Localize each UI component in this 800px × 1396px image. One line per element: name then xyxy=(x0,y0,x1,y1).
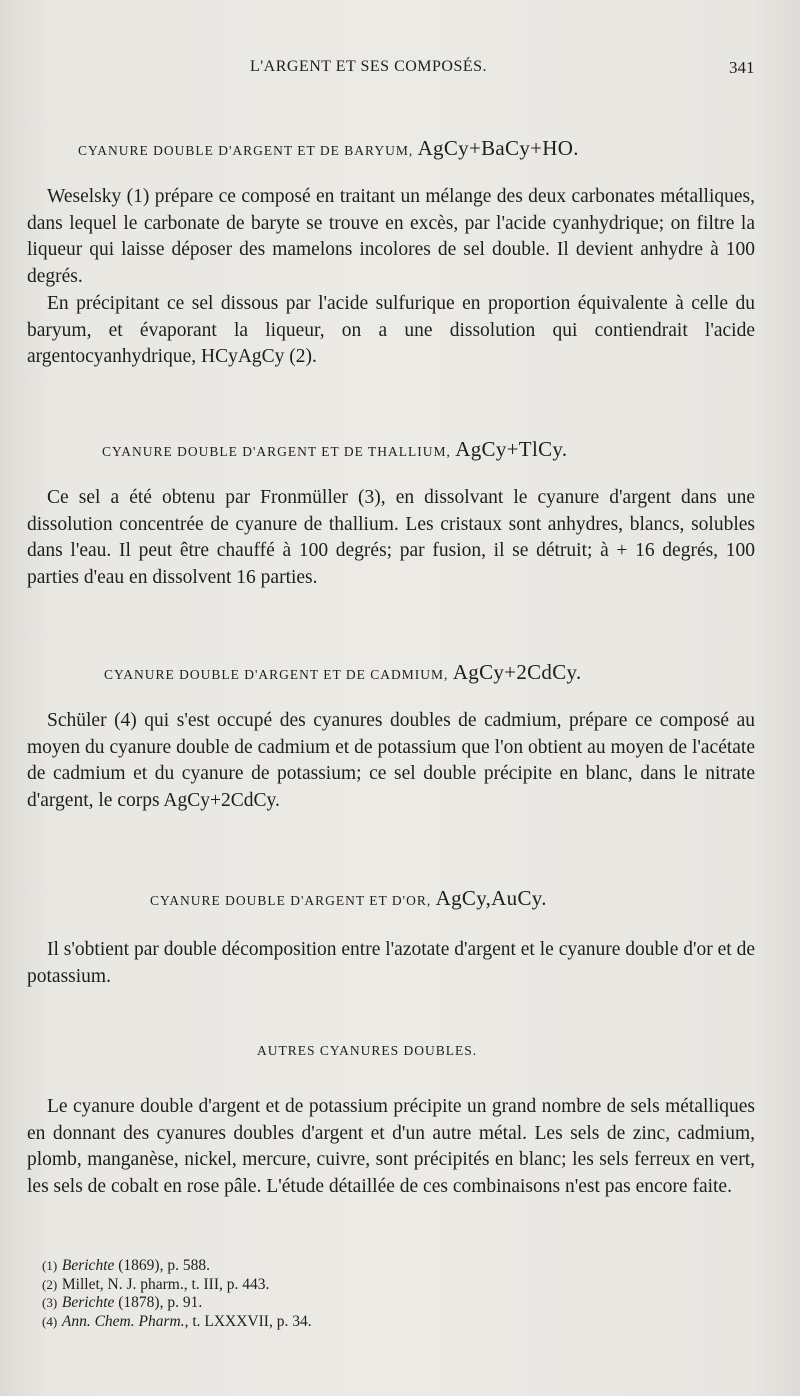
section-formula: AgCy+2CdCy. xyxy=(452,660,582,684)
section-heading-or xyxy=(150,886,547,911)
footnote-number: (4) xyxy=(42,1313,58,1329)
section-heading-baryum xyxy=(78,136,579,161)
section-heading-autres xyxy=(257,1043,477,1059)
section-heading-text: AUTRES CYANURES DOUBLES. xyxy=(257,1043,478,1058)
page-header xyxy=(0,58,800,86)
section-heading-text: CYANURE DOUBLE D'ARGENT ET DE BARYUM, xyxy=(78,143,414,158)
footnote-number: (1) xyxy=(42,1258,58,1273)
footnote-4 xyxy=(42,1313,642,1332)
paragraph-baryum-preparation: Weselsky (1) prépare ce composé en traitant un mélange des deux carbonates métalliques, dans lequel le carbonate de baryte se trouve en excès, par l'acide cyanhydrique; on filtre la liqueur qui laisse déposer des mamelons incolores de sel double. Il devient anhydre à 100 degrés. xyxy=(27,186,755,287)
page-number: 341 xyxy=(729,58,755,77)
footnote-number: (2) xyxy=(42,1276,58,1292)
footnote-reference: (1878), p. 91. xyxy=(114,1294,203,1311)
section-heading-cadmium xyxy=(104,660,582,685)
footnote-1 xyxy=(42,1257,642,1276)
paragraph-baryum-acid: En précipitant ce sel dissous par l'acide sulfurique en proportion équivalente à celle du baryum, et évaporant la liqueur, on a une dissolution qui contiendrait l'acide argentocyanhydrique, HCyAgCy (2). xyxy=(27,293,755,367)
footnote-source: Berichte xyxy=(61,1294,115,1311)
footnotes xyxy=(42,1257,642,1331)
section-heading-thallium xyxy=(102,437,567,462)
section-formula: AgCy+BaCy+HO. xyxy=(417,136,579,160)
section-heading-text: CYANURE DOUBLE D'ARGENT ET D'OR, xyxy=(150,893,432,908)
paragraph-thallium: Ce sel a été obtenu par Fronmüller (3), en dissolvant le cyanure d'argent dans une dissolution concentrée de cyanure de thallium. Les cristaux sont anhydres, blancs, solubles dans l'eau. Il peut être chauffé à 100 degrés; par fusion, il se détruit; à + 16 degrés, 100 parties d'eau en dissolvent 16 parties. xyxy=(27,487,755,588)
paragraph-cadmium: Schüler (4) qui s'est occupé des cyanures doubles de cadmium, prépare ce composé au moyen du cyanure double de cadmium et de potassium que l'on obtient au moyen de l'acétate de cadmium et du cyanure de potassium; ce sel double précipite en blanc, dans le nitrate d'argent, le corps AgCy+2CdCy. xyxy=(27,710,755,811)
footnote-number: (3) xyxy=(42,1295,58,1310)
footnote-reference: (1869), p. 588. xyxy=(114,1257,210,1274)
footnote-source: Berichte xyxy=(61,1257,115,1274)
footnote-source: Ann. Chem. Pharm. xyxy=(61,1312,185,1330)
section-formula: AgCy+TlCy. xyxy=(455,437,568,461)
footnote-2 xyxy=(42,1276,642,1295)
footnote-3 xyxy=(42,1294,642,1313)
section-heading-text: CYANURE DOUBLE D'ARGENT ET DE THALLIUM, xyxy=(102,444,451,459)
paragraph-or: Il s'obtient par double décomposition entre l'azotate d'argent et le cyanure double d'or et de potassium. xyxy=(27,939,755,987)
section-heading-text: CYANURE DOUBLE D'ARGENT ET DE CADMIUM, xyxy=(104,667,449,682)
running-title: L'ARGENT ET SES COMPOSÉS. xyxy=(250,58,488,75)
footnote-reference: Millet, N. J. pharm., t. III, p. 443. xyxy=(61,1275,270,1293)
section-formula: AgCy,AuCy. xyxy=(435,886,547,910)
footnote-reference: , t. LXXXVII, p. 34. xyxy=(184,1312,312,1330)
paragraph-autres: Le cyanure double d'argent et de potassium précipite un grand nombre de sels métalliques en donnant des cyanures doubles d'argent et d'un autre métal. Les sels de zinc, cadmium, plomb, manganèse, nickel, mercure, cuivre, sont précipités en blanc; les sels ferreux en vert, les sels de cobalt en rose pâle. L'étude détaillée de ces combinaisons n'est pas encore faite. xyxy=(27,1096,755,1197)
